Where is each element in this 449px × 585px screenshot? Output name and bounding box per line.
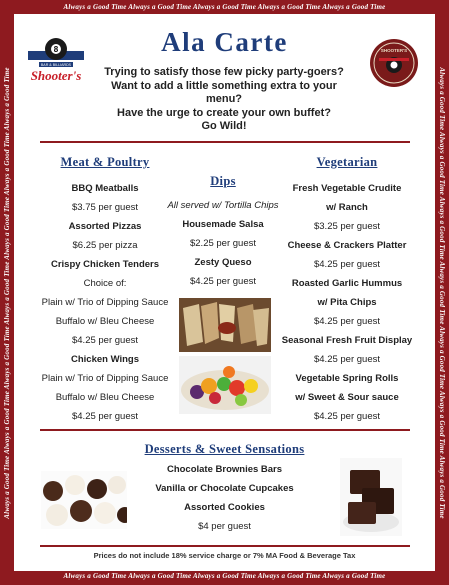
chips-photo [179,298,271,352]
price: $4.25 per guest [71,335,139,346]
price: $4.25 per guest [313,411,381,422]
menu-option: Choice of: [83,278,127,289]
menu-item: BBQ Meatballs [71,183,139,194]
desserts-heading: Desserts & Sweet Sensations [144,442,305,456]
intro-line: Want to add a little something extra to your [111,79,337,92]
price: $4 per guest [198,521,251,532]
logo-left-line2: Shooter's [30,68,82,83]
menu-note: All served w/ Tortilla Chips [167,200,279,211]
vegetarian-heading: Vegetarian [316,155,378,169]
menu-item: Vegetable Spring Rolls [295,373,399,384]
menu-item: Chocolate Brownies Bars [166,464,283,475]
divider-top [40,141,410,143]
border-tagline-top: Always a Good Time Always a Good Time Always a Good Time Always a Good Time Always a Good Time [63,3,386,11]
border-tagline-bottom: Always a Good Time Always a Good Time Always a Good Time Always a Good Time Always a Good Time [63,572,386,580]
menu-item: Fresh Vegetable Crudite [292,183,402,194]
price: $4.25 per guest [313,259,381,270]
border-left [1,13,13,573]
menu-content [14,14,435,571]
border-right [436,13,448,573]
intro-text [104,66,344,134]
price: $6.25 per pizza [72,240,138,251]
price: $4.25 per guest [313,354,381,365]
menu-option: Plain w/ Trio of Dipping Sauce [41,297,169,308]
page-title: Ala Carte [161,27,288,57]
menu-item: Vanilla or Chocolate Cupcakes [155,483,294,494]
menu-item: w/ Sweet & Sour sauce [295,392,399,403]
menu-option: Buffalo w/ Bleu Cheese [55,316,155,327]
intro-line: Have the urge to create your own buffet? [117,106,331,119]
price: $2.25 per guest [189,238,257,249]
menu-option: Plain w/ Trio of Dipping Sauce [41,373,169,384]
svg-text:8: 8 [53,45,59,54]
intro-line: Trying to satisfy those few picky party-goers? [104,66,344,78]
fruit-photo [179,356,271,414]
dips-heading: Dips [210,174,236,188]
price: $4.25 per guest [71,411,139,422]
meat-poultry-heading: Meat & Poultry [60,155,150,169]
menu-item: Assorted Cookies [184,502,265,513]
menu-item: Housemade Salsa [182,219,264,230]
vegetarian-column [262,155,432,425]
desserts-section [114,442,335,542]
menu-item: Seasonal Fresh Fruit Display [281,335,413,346]
price: $4.25 per guest [313,316,381,327]
divider-middle [40,429,410,431]
cupcakes-photo [41,471,127,529]
price: $3.25 per guest [313,221,381,232]
menu-item: w/ Pita Chips [317,297,377,308]
brownies-photo [340,458,402,536]
menu-item: Zesty Queso [194,257,252,268]
logo-right-text: SHOOTER'S [380,48,408,53]
price-disclaimer: Prices do not include 18% service charge or 7% MA Food & Beverage Tax [93,551,356,560]
menu-item: w/ Ranch [326,202,368,213]
menu-item: Assorted Pizzas [68,221,142,232]
border-tagline-right: Always a Good Time Always a Good Time Always a Good Time Always a Good Time Always a Good Time Always a Good Time Always a Good Time [438,67,446,519]
divider-bottom [40,545,410,547]
menu-item: Roasted Garlic Hummus [291,278,403,289]
menu-item: Crispy Chicken Tenders [50,259,160,270]
border-tagline-left: Always a Good Time Always a Good Time Always a Good Time Always a Good Time Always a Good Time Always a Good Time Always a Good Time [3,67,11,519]
price: $4.25 per guest [189,276,257,287]
intro-line: Go Wild! [201,120,247,133]
logo-left-line1: BAR & BILLIARDS [40,63,72,67]
intro-line: menu? [205,93,243,106]
menu-item: Chicken Wings [70,354,139,365]
menu-option: Buffalo w/ Bleu Cheese [55,392,155,403]
menu-item: Cheese & Crackers Platter [287,240,407,251]
price: $3.75 per guest [71,202,139,213]
